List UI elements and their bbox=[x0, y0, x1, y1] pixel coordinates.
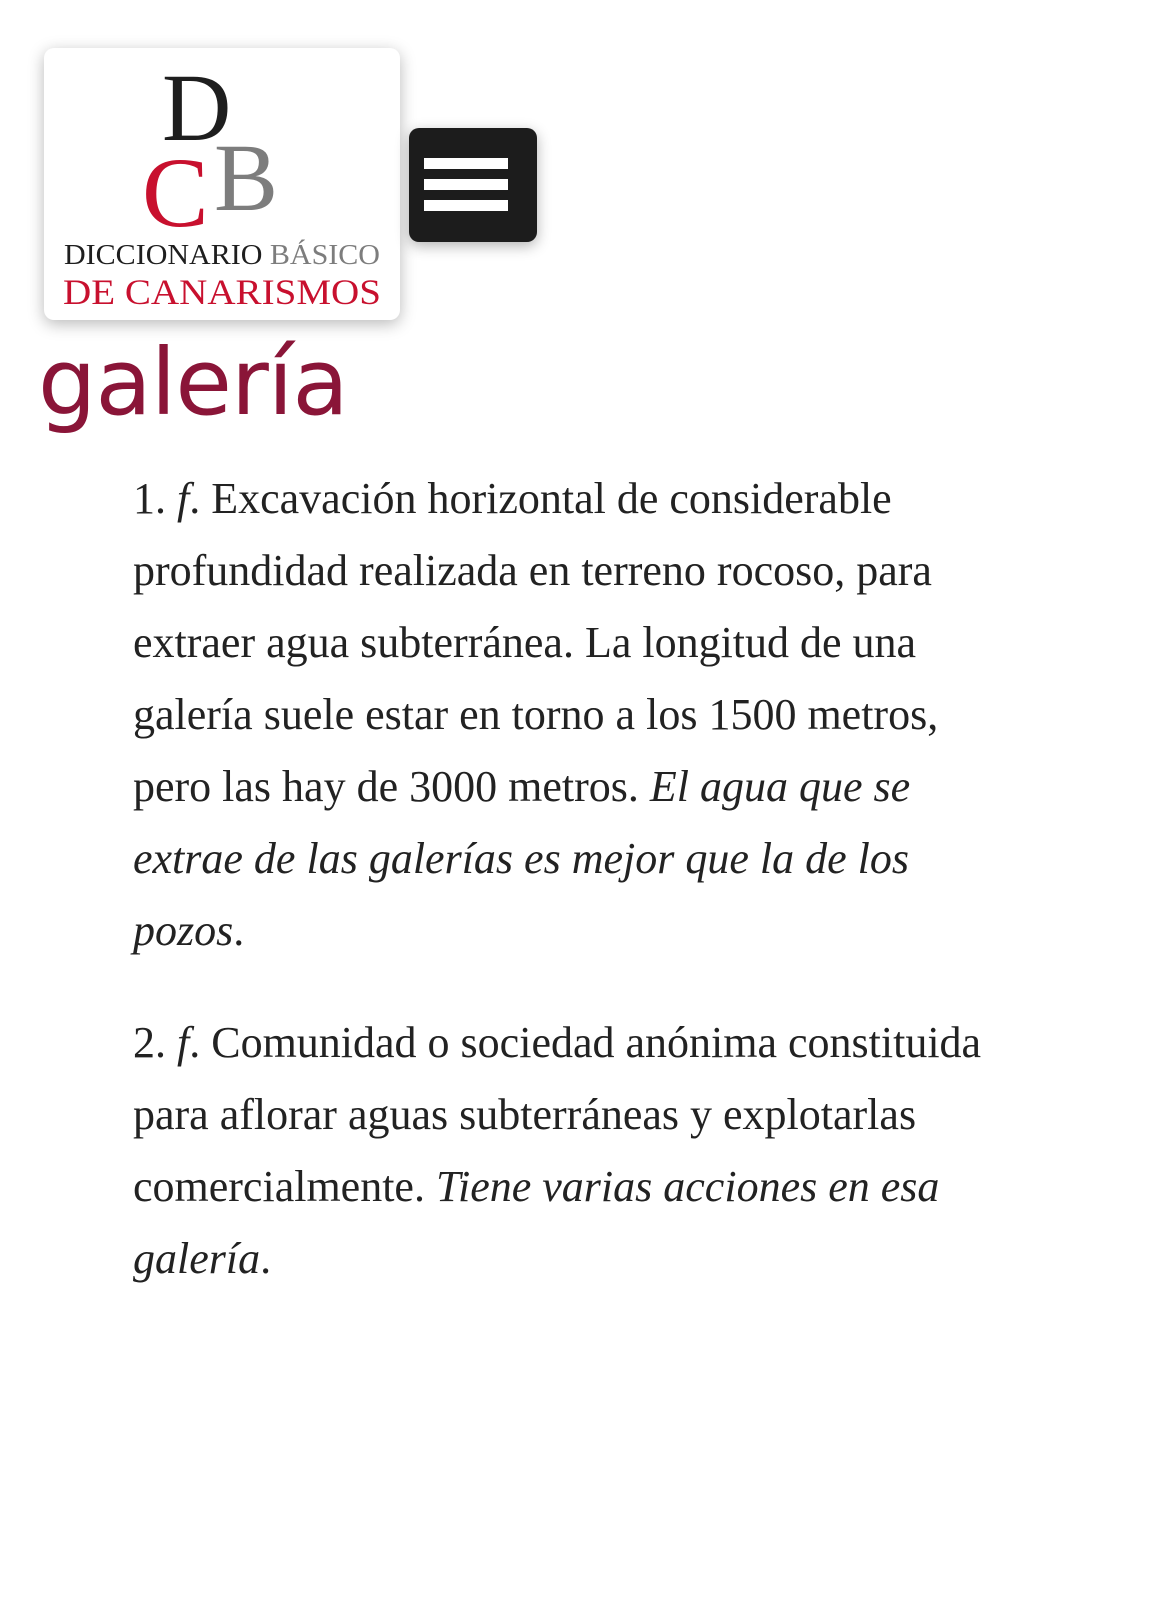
definition-example: Tiene varias acciones en esa galería bbox=[133, 1162, 940, 1283]
entry-title: galería bbox=[38, 329, 348, 436]
definition-2: 2. f. Comunidad o sociedad anónima constituida para aflorar aguas subterráneas y explotarlas comercialmente. Tiene varias acciones en esa galería. bbox=[133, 1018, 982, 1283]
grammatical-category: f bbox=[177, 1018, 190, 1067]
site-logo[interactable] bbox=[44, 48, 400, 320]
grammatical-category: f bbox=[177, 474, 190, 523]
logo-letter-d: D bbox=[162, 54, 232, 161]
logo-line1-dark: DICCIONARIO bbox=[64, 240, 250, 271]
definition-number: 2. bbox=[133, 1018, 166, 1067]
logo-graphic bbox=[44, 48, 400, 320]
menu-button[interactable] bbox=[409, 128, 537, 242]
logo-line2: DE CANARISMOS bbox=[63, 272, 381, 312]
definition-text: Comunidad o sociedad anónima constituida para aflorar aguas subterráneas y explotarlas comercialmente. bbox=[133, 1018, 982, 1211]
definition-list bbox=[133, 463, 1013, 1335]
logo-letter-c: C bbox=[142, 137, 209, 248]
definition-number: 1. bbox=[133, 474, 166, 523]
definition-example: El agua que se extrae de las galerías es mejor que la de los pozos bbox=[133, 762, 911, 955]
logo-letter-b: B bbox=[214, 124, 279, 231]
logo-line1-light: BÁSICO bbox=[269, 240, 373, 271]
definition-text: Excavación horizontal de considerable profundidad realizada en terreno rocoso, para extraer agua subterránea. La longitud de una galería suele estar en torno a los 1500 metros, pero las hay de 3000 metros. bbox=[133, 474, 939, 811]
svg-text:DICCIONARIO BÁSI bbox=[64, 240, 380, 271]
definition-1: 1. f. Excavación horizontal de considerable profundidad realizada en terreno rocoso, para extraer agua subterránea. La longitud de una galería suele estar en torno a los 1500 metros, pero las hay de 3000 metros. El agua que se extrae de las galerías es mejor que la de los pozos. bbox=[133, 474, 939, 955]
